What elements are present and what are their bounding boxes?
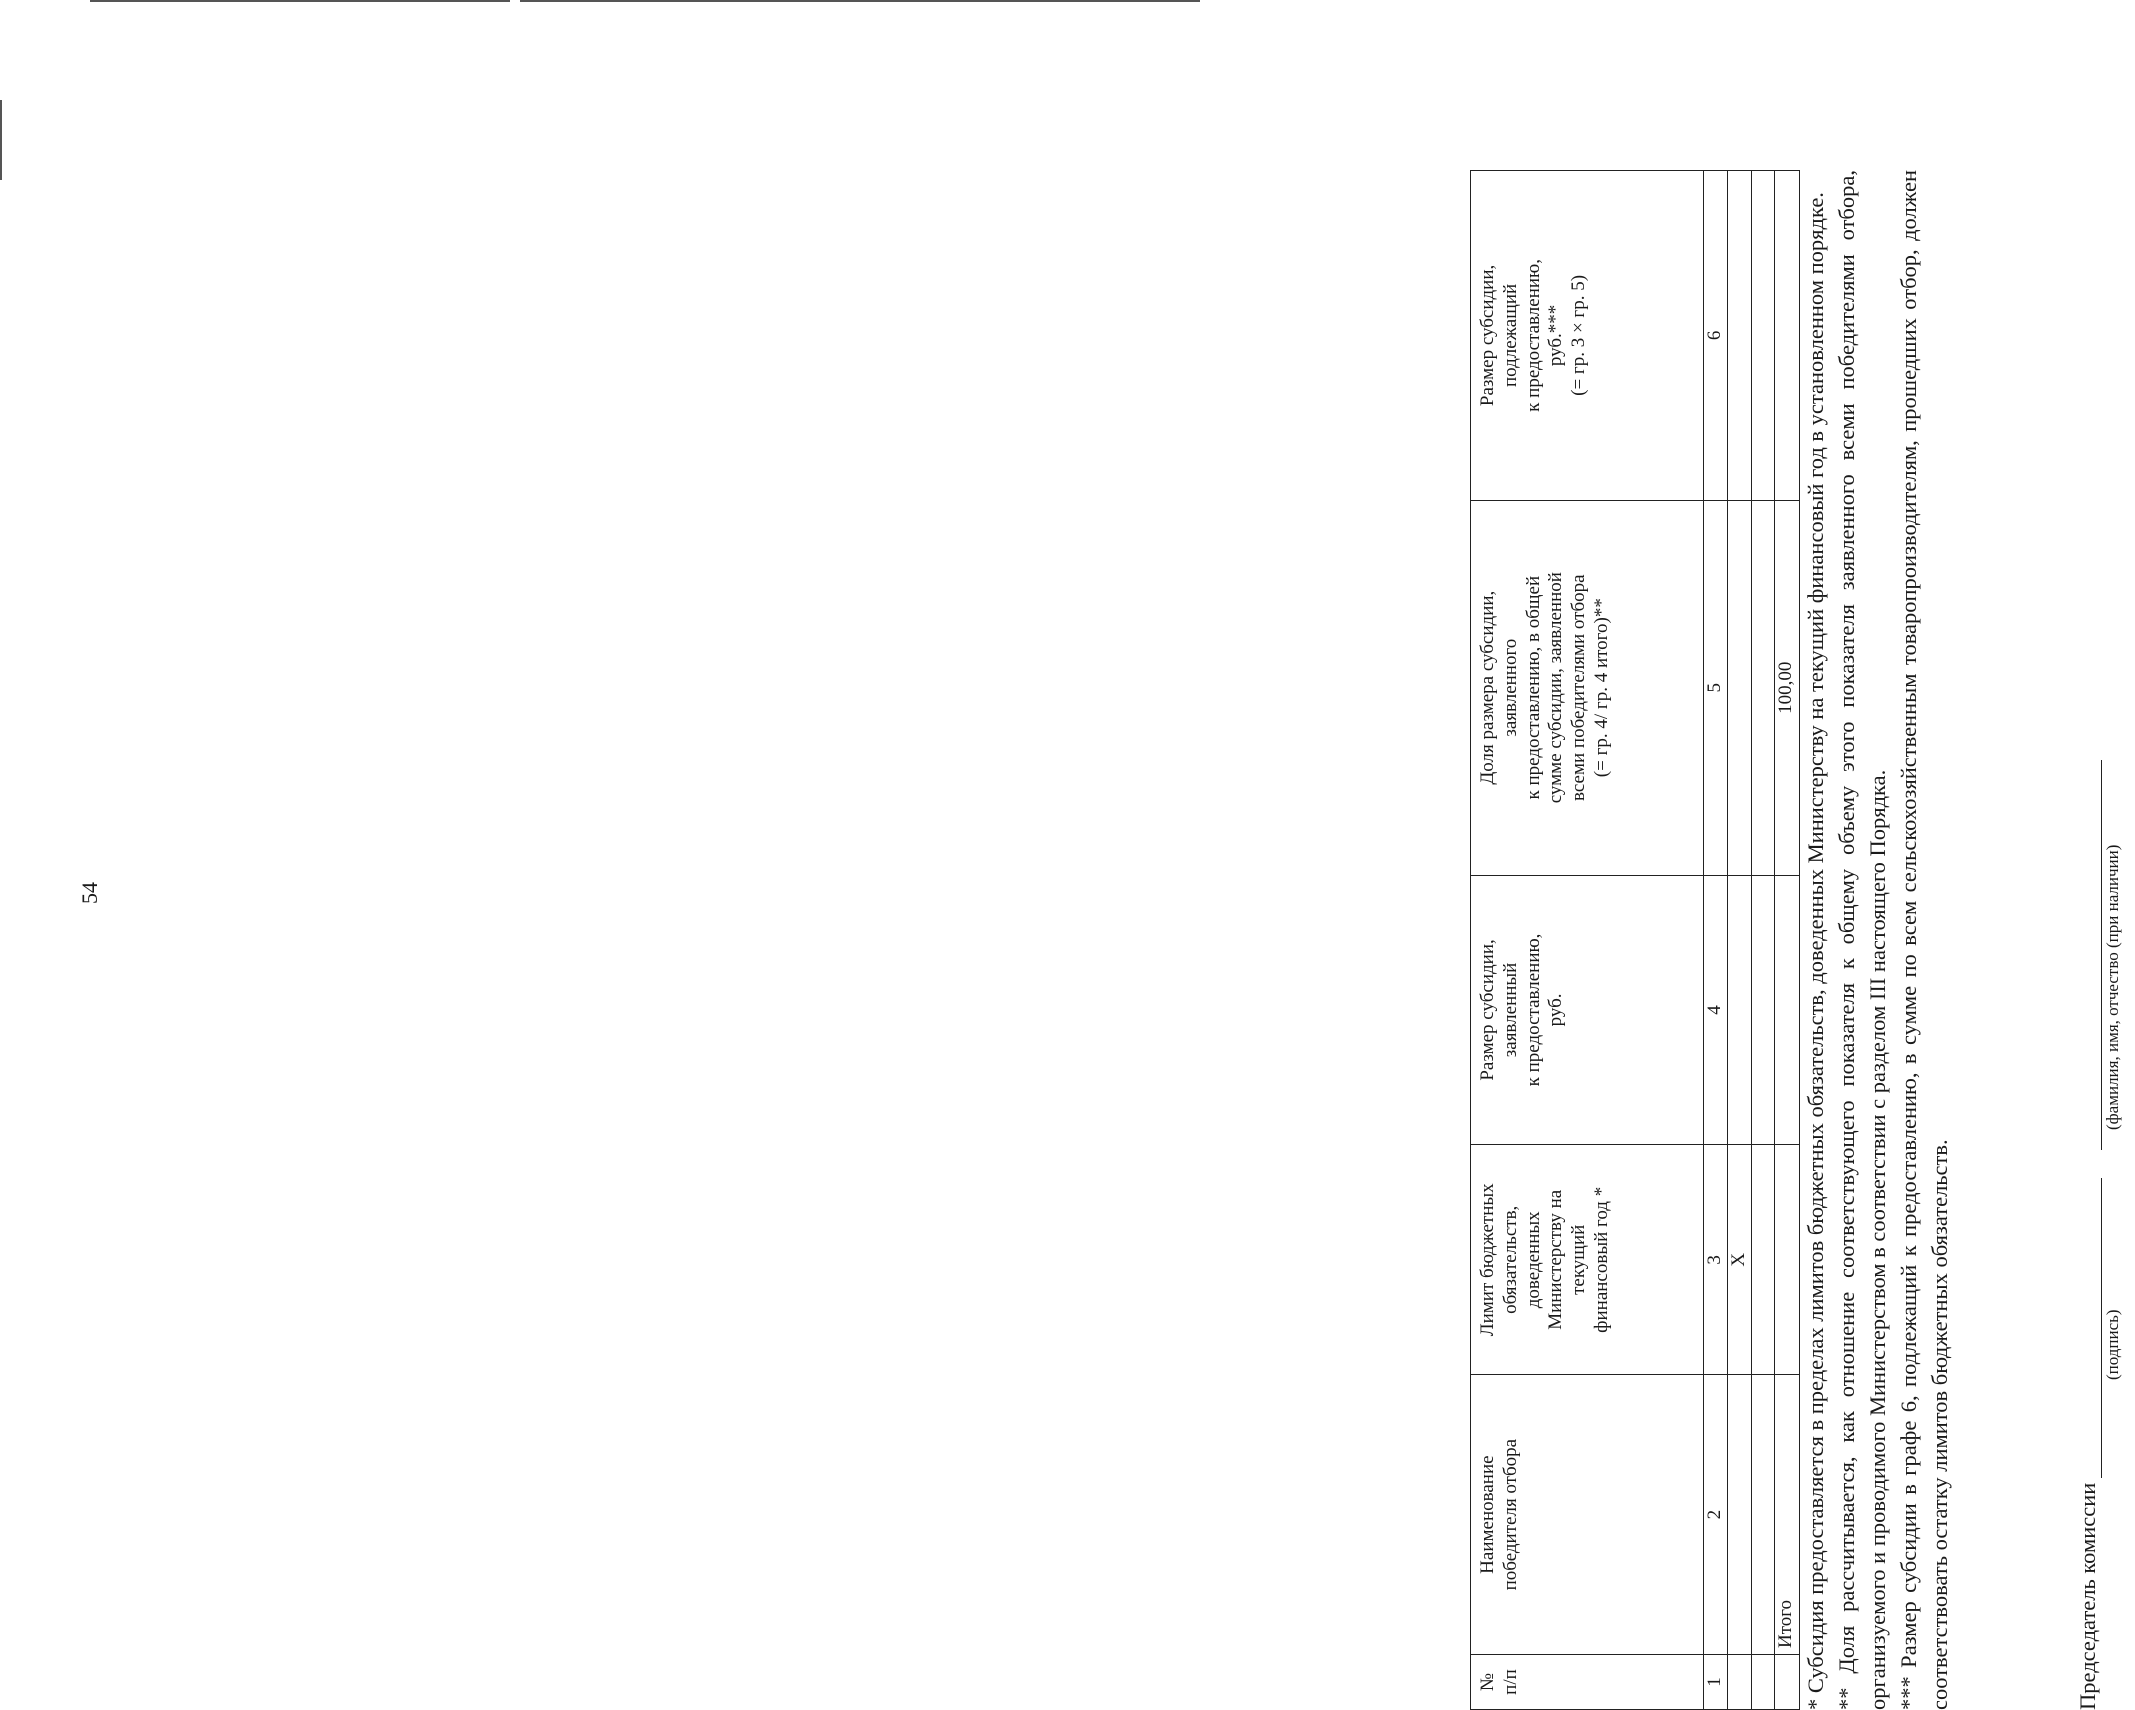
table-cell [1751,875,1774,1145]
table-cell: X [1727,1145,1751,1375]
column-number: 4 [1704,875,1728,1145]
column-number: 5 [1704,500,1728,875]
rotated-content [1470,170,2122,1710]
table-cell [1751,1375,1774,1655]
footnote: ** Доля рассчитывается, как отношение соответствующего показателя к общему объему этого показателя заявленного всеми победителями отбора, организуемого и проводимого Министерством в соответствии с разделом III настоящего Порядка. [1834,170,1890,1710]
table-header-row [1471,171,1704,1710]
header-cell: Доля размера субсидии, заявленного к предоставлению, в общей сумме субсидии, заявленной всеми победителями отбора (= гр. 4/ гр. 4 итого)** [1471,500,1704,875]
header-cell: Лимит бюджетных обязательств, доведенных Министерству на текущий финансовый год * [1471,1145,1704,1375]
table-cell [1751,171,1774,501]
table-cell [1774,875,1799,1145]
total-row [1774,171,1799,1710]
chairman-label: Председатель комиссии [2075,1482,2100,1710]
table-cell [1727,500,1751,875]
header-cell: Размер субсидии, подлежащий к предоставлению, руб.*** (= гр. 3 × гр. 5) [1471,171,1704,501]
signature-block [2075,170,2135,1710]
table-row [1727,171,1751,1710]
name-line [2101,760,2102,1150]
table-cell [1727,1655,1751,1710]
signature-line [2101,1178,2102,1478]
name-caption: (фамилия, имя, отчество (при наличии) [2103,844,2122,1130]
header-cell: Размер субсидии, заявленный к предоставлению, руб. [1471,875,1704,1145]
scan-edge-mark [0,100,2,180]
footnote: *** Размер субсидии в графе 6, подлежащий к предоставлению, в сумме по всем сельскохозяйственным товаропроизводителям, прошедших отбор, должен соответствовать остатку лимитов бюджетных обязательств. [1896,170,1952,1710]
table-cell [1727,171,1751,501]
header-cell: Наименование победителя отбора [1471,1375,1704,1655]
footnote: * Субсидия предоставляется в пределах лимитов бюджетных обязательств, доведенных Министерству на текущий финансовый год в установленном порядке. [1803,192,1828,1710]
footnotes [1800,170,1955,1710]
table-row [1751,171,1774,1710]
header-cell: № п/п [1471,1655,1704,1710]
table-cell [1751,500,1774,875]
table-cell [1774,1655,1799,1710]
total-share: 100,00 [1774,500,1799,875]
column-number: 2 [1704,1375,1728,1655]
subsidy-table [1470,170,1800,1710]
column-number: 6 [1704,171,1728,501]
table-cell [1727,875,1751,1145]
table-cell [1751,1655,1774,1710]
signature-caption: (подпись) [2103,1309,2122,1380]
total-label: Итого [1774,1375,1799,1655]
scan-edge-line [90,0,510,2]
column-number: 1 [1704,1655,1728,1710]
page-number: 54 [77,882,102,904]
table-cell [1774,171,1799,501]
table-cell [1774,1145,1799,1375]
table-cell [1751,1145,1774,1375]
column-number-row [1704,171,1728,1710]
scan-edge-line [520,0,1200,2]
table-cell [1727,1375,1751,1655]
column-number: 3 [1704,1145,1728,1375]
